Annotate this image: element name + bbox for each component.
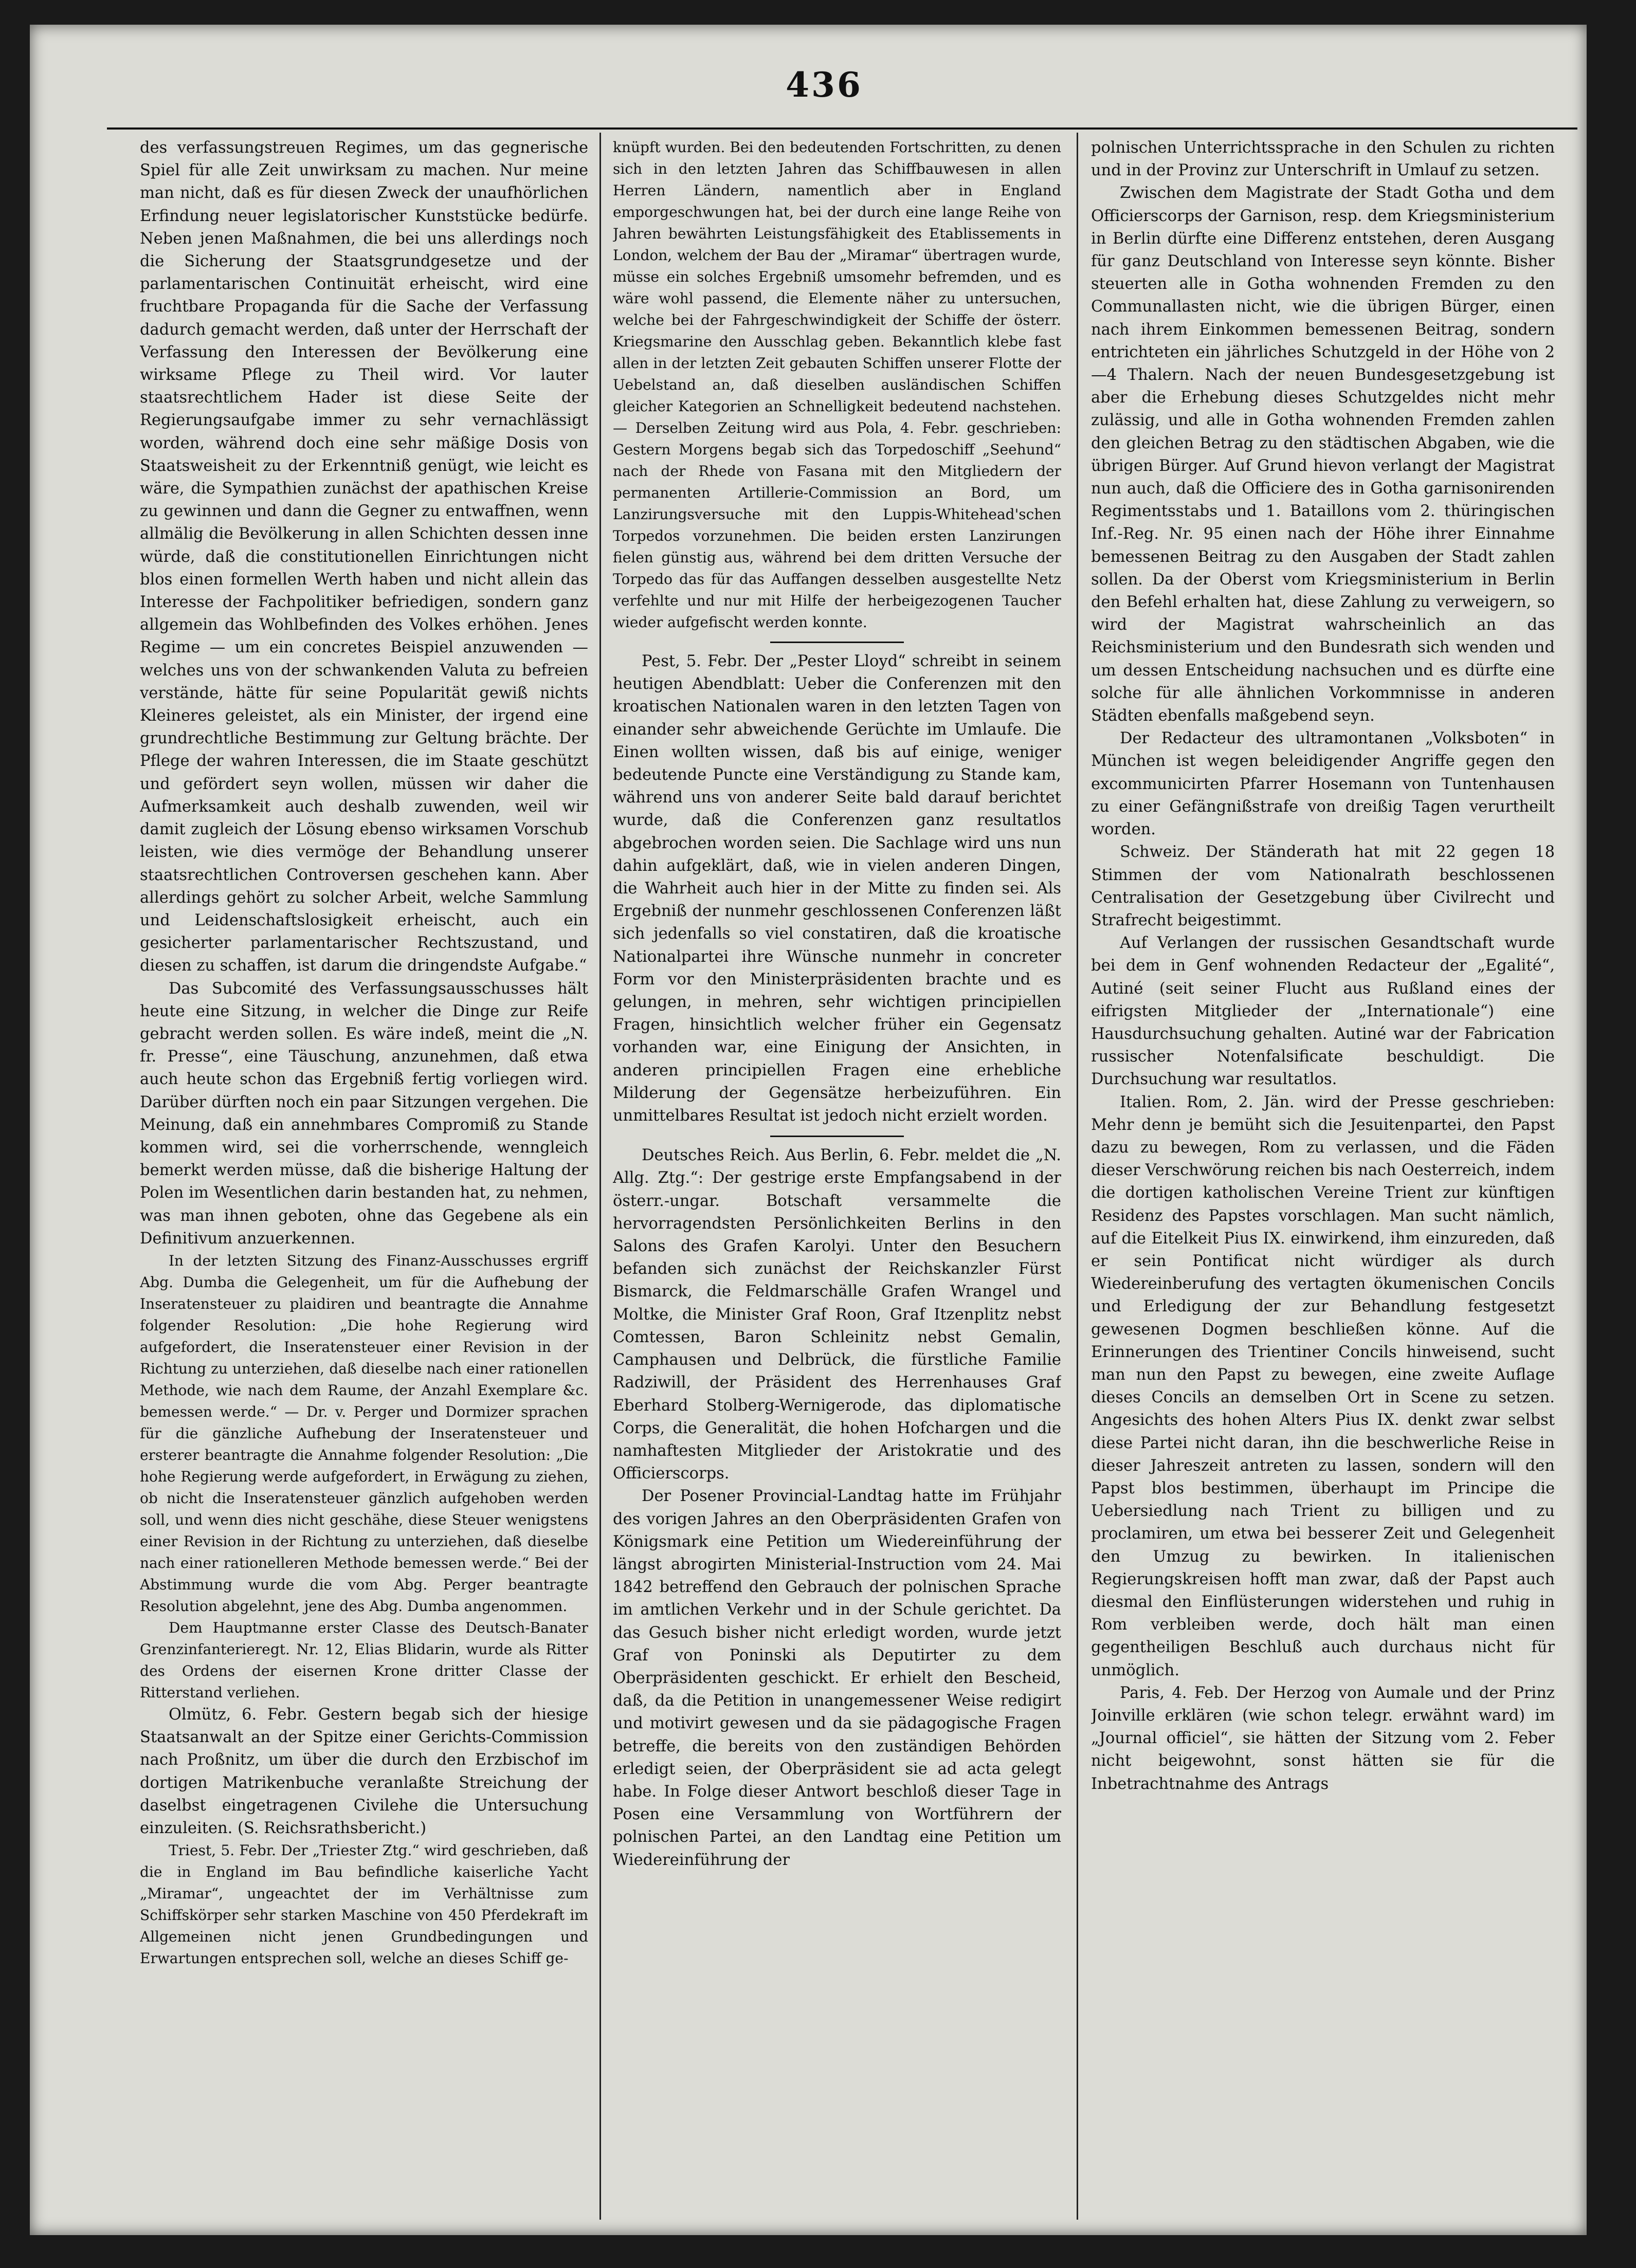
section-separator bbox=[770, 642, 904, 643]
news-item-italien: Italien. Rom, 2. Jän. wird der Presse geschrieben: Mehr denn je bemüht sich die Jesuitenpartei, den Papst dazu zu bewegen, Rom zu verlassen, und die Fäden dieser Verschwörung reichen bis nach Oesterreich, indem die dortigen katholischen Vereine Trient zur künftigen Residenz des Papstes vorschlagen. Man sucht nämlich, auf die Eitelkeit Pius IX. einwirkend, ihm einzureden, daß er sein Pontificat nicht würdiger als durch Wiedereinberufung des vertagten ökumenischen Concils und Erledigung der zur Behandlung festgesetzt gewesenen Dogmen beschließen könne. Auf die Erinnerungen des Trientiner Concils hinweisend, sucht man nun den Papst zu bewegen, eine zweite Auflage dieses Concils an demselben Ort in Scene zu setzen. Angesichts des hohen Alters Pius IX. denkt zwar selbst diese Partei nicht daran, ihn die beschwerliche Reise in dieser Jahreszeit antreten zu lassen, sondern will den Papst blos bestimmen, überhaupt im Principe die Uebersiedlung nach Trient zu billigen und zu proclamiren, um etwa bei besserer Zeit und Gelegenheit den Umzug zu bewirken. In italienischen Regierungskreisen hofft man zwar, daß der Papst auch diesmal den Einflüsterungen widerstehen und ruhig in Rom verbleiben werde, doch hält man einen gegentheiligen Beschluß auch durchaus nicht für unmöglich. bbox=[1091, 1093, 1555, 1679]
paragraph: polnischen Unterrichtssprache in den Schulen zu richten und in der Provinz zur Unterschrift in Umlauf zu setzen. bbox=[1091, 139, 1555, 180]
paragraph: Dem Hauptmanne erster Classe des Deutsch-Banater Grenzinfanterieregt. Nr. 12, Elias Blidarin, wurde als Ritter des Ordens der eisernen Krone dritter Classe der Ritterstand verliehen. bbox=[140, 1619, 588, 1701]
header-rule bbox=[107, 127, 1577, 130]
news-item-paris: Paris, 4. Feb. Der Herzog von Aumale und der Prinz Joinville erklären (wie schon telegr. erwähnt ward) im „Journal officiel“, sie hätten der Sitzung vom 2. Feber nicht beigewohnt, sonst hätten sie für die Inbetrachtnahme des Antrags bbox=[1091, 1684, 1555, 1793]
paragraph: Das Subcomité des Verfassungsausschusses hält heute eine Sitzung, in welcher die Dinge zur Reife gebracht werden sollen. Es wäre indeß, meint die „N. fr. Presse“, eine Täuschung, anzunehmen, daß etwa auch heute schon das Ergebniß fertig vorliegen wird. Darüber dürften noch ein paar Sitzungen vergehen. Die Meinung, daß ein annehmbares Compromiß zu Stande kommen wird, sei die vorherrschende, wenngleich bemerkt werden müsse, daß die bisherige Haltung der Polen im Wesentlichen darin bestanden hat, zu nehmen, was man ihnen geboten, ohne das Gegebene als ein Definitivum anzuerkennen. bbox=[140, 979, 588, 1248]
newspaper-page bbox=[30, 25, 1587, 2235]
paragraph: Zwischen dem Magistrate der Stadt Gotha und dem Officierscorps der Garnison, resp. dem Kriegsministerium in Berlin dürfte eine Differenz entstehen, deren Ausgang für ganz Deutschland von Interesse seyn könnte. Bisher steuerten alle in Gotha wohnenden Fremden zu den Communallasten nicht, wie die übrigen Bürger, einen nach ihrem Einkommen bemessenen Beitrag, sondern entrichteten ein jährliches Schutzgeld in der Höhe von 2—4 Thalern. Nach der neuen Bundesgesetzgebung ist aber die Erhebung dieses Schutzgeldes nicht mehr zulässig, und alle in Gotha wohnenden Fremden zahlen den gleichen Betrag zu den städtischen Abgaben, wie die übrigen Bürger. Auf Grund hievon verlangt der Magistrat nun auch, daß die Officiere des in Gotha garnisonirenden Regimentsstabs und 1. Bataillons vom 2. thüringischen Inf.-Reg. Nr. 95 einen nach der Höhe ihrer Einnahme bemessenen Beitrag zu den Ausgaben der Stadt zahlen sollen. Da der Oberst vom Kriegsministerium in Berlin den Befehl erhalten hat, diese Zahlung zu verweigern, so wird der Magistrat wahrscheinlich an das Reichsministerium und den Bundesrath sich wenden und um dessen Entscheidung nachsuchen und es dürfte eine solche für alle ähnlichen Vorkommnisse in anderen Städten ebenfalls maßgebend seyn. bbox=[1091, 184, 1555, 725]
news-item-pest: Pest, 5. Febr. Der „Pester Lloyd“ schreibt in seinem heutigen Abendblatt: Ueber die Conferenzen mit den kroatischen Nationalen waren in den letzten Tagen von einander sehr abweichende Gerüchte im Umlaufe. Die Einen wollten wissen, daß bis auf einige, weniger bedeutende Puncte eine Verständigung zu Stande kam, während uns von anderer Seite bald darauf berichtet wurde, daß die Conferenzen ganz resultatlos abgebrochen worden seien. Die Sachlage wird uns nun dahin aufgeklärt, daß, wie in vielen anderen Dingen, die Wahrheit auch hier in der Mitte zu finden sei. Als Ergebniß der nunmehr geschlossenen Conferenzen läßt sich jedenfalls so viel constatiren, daß die kroatische Nationalpartei ihre Wünsche nunmehr in concreter Form vor den Ministerpräsidenten brachte und es gelungen, in mehren, sehr wichtigen principiellen Fragen, hinsichtlich welcher früher ein Gegensatz vorhanden war, eine Einigung der Ansichten, in anderen principiellen Fragen eine erhebliche Milderung der Gegensätze herbeizuführen. Ein unmittelbares Resultat ist jedoch nicht erzielt worden. bbox=[613, 652, 1061, 1125]
news-item-schweiz: Schweiz. Der Ständerath hat mit 22 gegen 18 Stimmen der vom Nationalrath beschlossenen Centralisation der Gesetzgebung über Civilrecht und Strafrecht beigestimmt. bbox=[1091, 843, 1555, 929]
column-3 bbox=[1091, 137, 1555, 2234]
column-divider bbox=[1077, 133, 1078, 2220]
paragraph: Auf Verlangen der russischen Gesandtschaft wurde bei dem in Genf wohnenden Redacteur der „Egalité“, Autiné (seit seiner Flucht aus Rußland eines der eifrigsten Mitglieder der „Internationale“) eine Hausdurchsuchung gehalten. Autiné war der Fabrication russischer Notenfalsificate beschuldigt. Die Durchsuchung war resultatlos. bbox=[1091, 934, 1555, 1089]
column-1 bbox=[140, 137, 588, 2234]
news-item-olmuetz: Olmütz, 6. Febr. Gestern begab sich der hiesige Staatsanwalt an der Spitze einer Gerichts-Commission nach Proßnitz, um über die durch den Erzbischof im dortigen Matrikenbuche veranlaßte Streichung der daselbst eingetragenen Civilehe die Untersuchung einzuleiten. (S. Reichsrathsbericht.) bbox=[140, 1705, 588, 1837]
paragraph: des verfassungstreuen Regimes, um das gegnerische Spiel für alle Zeit unwirksam zu machen. Nur meine man nicht, daß es für diesen Zweck der unaufhörlichen Erfindung neuer legislatorischer Kunststücke bedürfe. Neben jenen Maßnahmen, die bei uns allerdings noch die Sicherung der Staatsgrundgesetze und der parlamentarischen Continuität erheischt, wird eine fruchtbare Propaganda für die Sache der Verfassung dadurch gemacht werden, daß unter der Herrschaft der Verfassung den Interessen der Bevölkerung eine wirksame Pflege zu Theil wird. Vor lauter staatsrechtlichem Hader ist diese Seite der Regierungsaufgabe immer zu sehr vernachlässigt worden, während doch eine sehr mäßige Dosis von Staatsweisheit zu der Erkenntniß genügt, wie leicht es wäre, die Sympathien zunächst der apathischen Kreise zu gewinnen und dann die Gegner zu entwaffnen, wenn allmälig die Bevölkerung in allen Schichten dessen inne würde, daß die constitutionellen Einrichtungen nicht blos einen formellen Werth haben und nicht allein das Interesse der Fachpolitiker befriedigen, sondern ganz allgemein das Wohlbefinden des Volkes erhöhen. Jenes Regime — um ein concretes Beispiel anzuwenden — welches uns von der schwankenden Valuta zu befreien verstände, hätte für seine Popularität gewiß nichts Kleineres geleistet, als ein Minister, der irgend eine grundrechtliche Bestimmung zur Geltung brächte. Der Pflege der wahren Interessen, die im Staate geschützt und gefördert seyn wollen, müssen wir daher die Aufmerksamkeit auch deshalb zuwenden, weil wir damit zugleich der Lösung ebenso wirksamen Vorschub leisten, wie dies vermöge der Behandlung unserer staatsrechtlichen Controversen geschehen kann. Aber allerdings gehört zu solcher Arbeit, welche Sammlung und Leidenschaftslosigkeit erheischt, auch ein gesicherter parlamentarischer Rechtszustand, und diesen zu schaffen, ist darum die dringendste Aufgabe.“ bbox=[140, 139, 588, 975]
page-number: 436 bbox=[786, 65, 863, 105]
section-separator bbox=[770, 1136, 904, 1137]
column-2 bbox=[613, 137, 1061, 2234]
paragraph: knüpft wurden. Bei den bedeutenden Fortschritten, zu denen sich in den letzten Jahren das Schiffbauwesen in allen Herren Ländern, namentlich aber in England emporgeschwungen hat, bei der durch eine lange Reihe von Jahren bewährten Leistungsfähigkeit des Etablissements in London, welchem der Bau der „Miramar“ übertragen wurde, müsse ein solches Ergebniß umsomehr befremden, und es wäre wohl passend, die Elemente näher zu untersuchen, welche bei der Fahrgeschwindigkeit der Schiffe der österr. Kriegsmarine den Ausschlag geben. Bekanntlich klebe fast allen in der letzten Zeit gebauten Schiffen unserer Flotte der Uebelstand an, daß dieselben ausländischen Schiffen gleicher Kategorien an Schnelligkeit bedeutend nachstehen. — Derselben Zeitung wird aus Pola, 4. Febr. geschrieben: Gestern Morgens begab sich das Torpedoschiff „Seehund“ nach der Rhede von Fasana mit den Mitgliedern der permanenten Artillerie-Commission an Bord, um Lanzirungsversuche mit den Luppis-Whitehead'schen Torpedos vorzunehmen. Die beiden ersten Lanzirungen fielen günstig aus, während bei dem dritten Versuche der Torpedo das für das Auffangen desselben ausgestellte Netz verfehlte und nur mit Hilfe der herbeigezogenen Taucher wieder aufgefischt werden konnte. bbox=[613, 139, 1061, 631]
news-item-triest: Triest, 5. Febr. Der „Triester Ztg.“ wird geschrieben, daß die in England im Bau befindliche kaiserliche Yacht „Miramar“, ungeachtet der im Verhältnisse zum Schiffskörper sehr starken Maschine von 450 Pferdekraft im Allgemeinen nicht jenen Grundbedingungen und Erwartungen entsprechen soll, welche an dieses Schiff ge- bbox=[140, 1842, 588, 1967]
column-divider bbox=[599, 133, 601, 2220]
paragraph: In der letzten Sitzung des Finanz-Ausschusses ergriff Abg. Dumba die Gelegenheit, um für die Aufhebung der Inseratensteuer zu plaidiren und beantragte die Annahme folgender Resolution: „Die hohe Regierung wird aufgefordert, die Inseratensteuer einer Revision in der Richtung zu unterziehen, daß dieselbe nach einer rationellen Methode, wie nach dem Raume, der Anzahl Exemplare &c. bemessen werde.“ — Dr. v. Perger und Dormizer sprachen für die gänzliche Aufhebung der Inseratensteuer und ersterer beantragte die Annahme folgender Resolution: „Die hohe Regierung werde aufgefordert, in Erwägung zu ziehen, ob nicht die Inseratensteuer gänzlich aufgehoben werden soll, und wenn dies nicht geschähe, diese Steuer wenigstens einer Revision in der Richtung zu unterziehen, daß dieselbe nach einer rationelleren Methode bemessen werde.“ Bei der Abstimmung wurde die vom Abg. Perger beantragte Resolution abgelehnt, jene des Abg. Dumba angenommen. bbox=[140, 1252, 588, 1615]
paragraph: Der Posener Provincial-Landtag hatte im Frühjahr des vorigen Jahres an den Oberpräsidenten Grafen von Königsmark eine Petition um Wiedereinführung der längst abrogirten Ministerial-Instruction vom 24. Mai 1842 betreffend den Gebrauch der polnischen Sprache im amtlichen Verkehr und in der Schule gerichtet. Da das Gesuch bisher nicht erledigt worden, wurde jetzt Graf von Poninski als Deputirter zu dem Oberpräsidenten geschickt. Er erhielt den Bescheid, daß, da die Petition in unangemessener Weise redigirt und motivirt gewesen und da sie pädagogische Fragen betreffe, die bereits von den zuständigen Behörden erledigt seien, der Oberpräsident sie ad acta gelegt habe. In Folge dieser Antwort beschloß dieser Tage in Posen eine Versammlung von Wortführern der polnischen Partei, an den Landtag eine Petition um Wiedereinführung der bbox=[613, 1487, 1061, 1869]
news-item-deutsches-reich: Deutsches Reich. Aus Berlin, 6. Febr. meldet die „N. Allg. Ztg.“: Der gestrige erste Empfangsabend in der österr.-ungar. Botschaft versammelte die hervorragendsten Persönlichkeiten Berlins in den Salons des Grafen Karolyi. Unter den Besuchern befanden sich zunächst der Reichskanzler Fürst Bismarck, die Feldmarschälle Grafen Wrangel und Moltke, die Minister Graf Roon, Graf Itzenplitz nebst Comtessen, Baron Schleinitz nebst Gemalin, Camphausen und Delbrück, die fürstliche Familie Radziwill, der Präsident des Herrenhauses Graf Eberhard Stolberg-Wernigerode, das diplomatische Corps, die Generalität, die hohen Hofchargen und die namhaftesten Mitglieder der Aristokratie und des Officierscorps. bbox=[613, 1146, 1061, 1483]
paragraph: Der Redacteur des ultramontanen „Volksboten“ in München ist wegen beleidigender Angriffe gegen den excommunicirten Pfarrer Hosemann von Tuntenhausen zu einer Gefängnißstrafe von dreißig Tagen verurtheilt worden. bbox=[1091, 729, 1555, 839]
